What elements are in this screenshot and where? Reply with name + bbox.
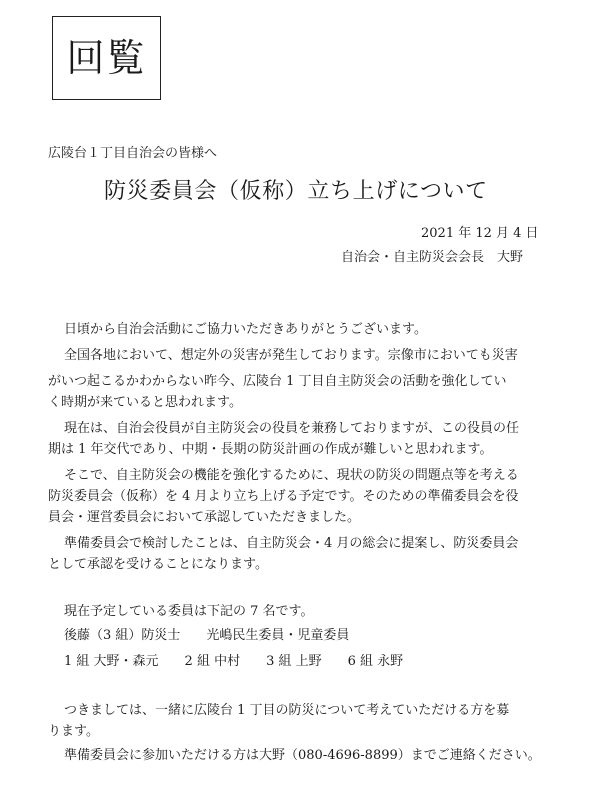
contact-line: 準備委員会に参加いただける方は大野（080-4696-8899）までご連絡ください。 <box>64 748 541 763</box>
document-title: 防災委員会（仮称）立ち上げについて <box>104 179 488 204</box>
addressee: 広陵台１丁目自治会の皆様へ <box>48 146 218 161</box>
body-line: 員会・運営委員会において承認していただきました。 <box>48 510 361 525</box>
body-line: 日頃から自治会活動にご協力いただきありがとうございます。 <box>64 322 427 337</box>
members-line: 後藤（3 組）防災士 光嶋民生委員・児童委員 <box>64 628 350 643</box>
body-line: 防災委員会（仮称）を 4 月より立ち上げる予定です。そのための準備委員会を役 <box>48 489 519 504</box>
sender: 自治会・自主防災会会長 大野 <box>341 250 524 265</box>
body-line: く時期が来ていると思われます。 <box>48 395 242 410</box>
body-line: として承認を受けることになります。 <box>48 557 268 572</box>
members-line: 1 組 大野・森元 2 組 中村 3 組 上野 6 組 永野 <box>64 654 404 669</box>
body-line: 全国各地において、想定外の災害が発生しております。宗像市においても災害 <box>64 348 518 363</box>
closing-line: つきましては、一緒に広陵台 1 丁目の防災について考えていただける方を募 <box>64 703 510 718</box>
body-line: がいつ起こるかわからない昨今、広陵台 1 丁目自主防災会の活動を強化してい <box>48 374 507 389</box>
body-line: 準備委員会で検討したことは、自主防災会・4 月の総会に提案し、防災委員会 <box>64 536 519 551</box>
document-date: 2021 年 12 月 4 日 <box>421 226 539 241</box>
members-intro: 現在予定している委員は下記の 7 名です。 <box>64 604 314 619</box>
body-line: 期は 1 年交代であり、中期・長期の防災計画の作成が難しいと思われます。 <box>48 442 493 457</box>
closing-line: ります。 <box>48 724 99 739</box>
stamp-label: 回覧 <box>66 36 147 80</box>
body-line: そこで、自主防災会の機能を強化するために、現状の防災の問題点等を考える <box>64 468 519 483</box>
kairan-stamp-box <box>52 16 161 100</box>
body-line: 現在は、自治会役員が自主防災会の役員を兼務しておりますが、この役員の任 <box>64 421 520 436</box>
